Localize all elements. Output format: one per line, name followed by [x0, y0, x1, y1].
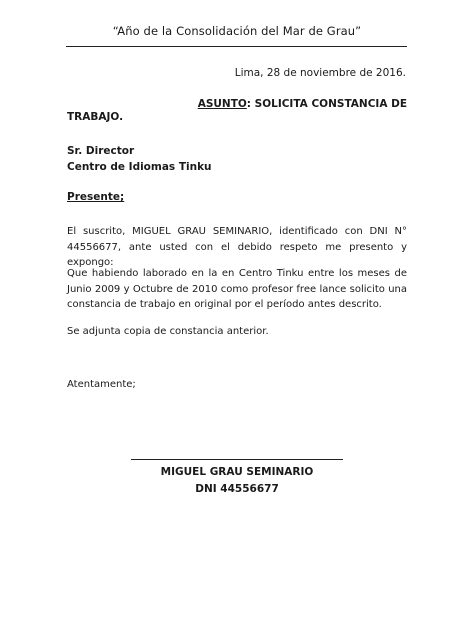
- letter-date: Lima, 28 de noviembre de 2016.: [234, 67, 406, 79]
- body-paragraph-2: Que habiendo laborado en la en Centro Tinku entre los meses de Junio 2009 y Octubre de 2010 como profesor free lance solicito una constancia de trabajo en original por el período antes descrito.: [67, 268, 407, 310]
- body-paragraph-3: Se adjunta copia de constancia anterior.: [67, 326, 269, 337]
- closing-phrase: Atentamente;: [67, 379, 136, 390]
- greeting: Presente;: [67, 191, 125, 203]
- recipient-organization: Centro de Idiomas Tinku: [67, 161, 212, 173]
- signature-name: MIGUEL GRAU SEMINARIO: [160, 466, 314, 478]
- letter-motto: “Año de la Consolidación del Mar de Grau”: [112, 24, 362, 38]
- motto-underline: [66, 46, 407, 47]
- subject-text: : SOLICITA CONSTANCIA DE: [246, 98, 407, 110]
- signature-line: [131, 459, 343, 460]
- subject-label: ASUNTO: [197, 98, 247, 110]
- recipient-title: Sr. Director: [67, 145, 135, 157]
- body-paragraph-1: El suscrito, MIGUEL GRAU SEMINARIO, identificado con DNI N° 44556677, ante usted con el debido respeto me presento y expongo:: [67, 226, 407, 268]
- subject-line: [198, 98, 407, 110]
- signature-dni: DNI 44556677: [195, 483, 279, 495]
- subject-continuation: TRABAJO.: [67, 111, 124, 123]
